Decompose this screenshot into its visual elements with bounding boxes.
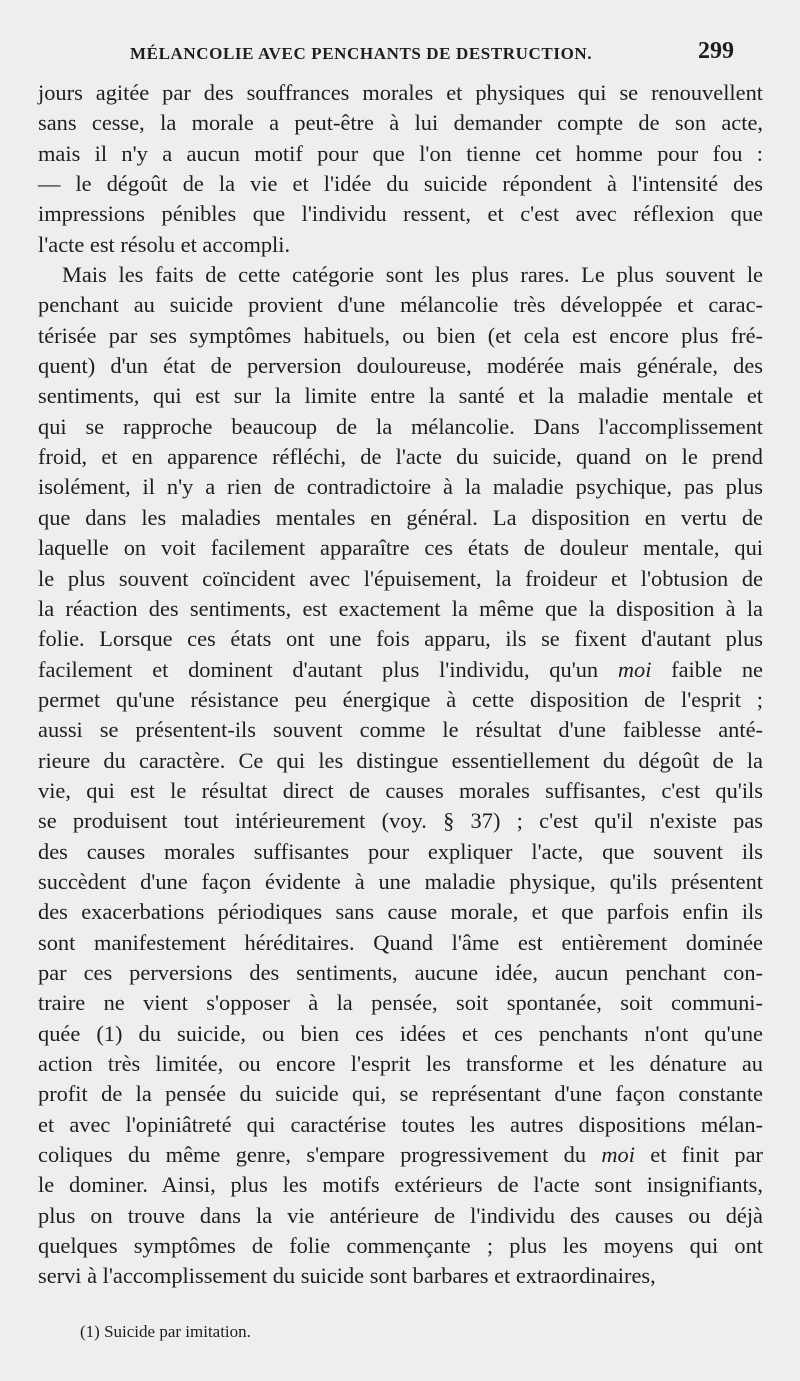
text-line: quelques symptômes de folie commençante ; plus les moyens qui ont [38,1233,763,1259]
page-number: 299 [698,38,734,64]
text-line: des exacerbations périodiques sans cause morale, et que parfois enfin ils [38,899,763,925]
footnote: (1) Suicide par imitation. [80,1322,251,1341]
text-line: l'acte est résolu et accompli. [38,231,291,257]
text-line: la réaction des sentiments, est exactement la même que la disposition à la [38,595,763,621]
text-line: rieure du caractère. Ce qui les distingue essentiellement du dégoût de la [38,747,763,773]
text-line: térisée par ses symptômes habituels, ou bien (et cela est encore plus fré- [38,322,763,348]
text-line: traire ne vient s'opposer à la pensée, soit spontanée, soit communi- [38,990,763,1016]
text-line: sans cesse, la morale a peut-être à lui demander compte de son acte, [38,110,763,136]
text-line: vie, qui est le résultat direct de causes morales suffisantes, c'est qu'ils [38,777,763,803]
running-title: MÉLANCOLIE AVEC PENCHANTS DE DESTRUCTION. [130,44,593,63]
text-line: folie. Lorsque ces états ont une fois apparu, ils se fixent d'autant plus [38,626,763,652]
text-line: isolément, il n'y a rien de contradictoire à la maladie psychique, pas plus [38,474,763,500]
text-line: — le dégoût de la vie et l'idée du suicide répondent à l'intensité des [38,171,763,197]
text-line: quée (1) du suicide, ou bien ces idées et ces penchants n'ont qu'une [38,1020,763,1046]
text-line: profit de la pensée du suicide qui, se représentant d'une façon constante [38,1081,763,1107]
paragraph [38,78,763,260]
text-line: par ces perversions des sentiments, aucune idée, aucun penchant con- [38,959,763,985]
text-line: des causes morales suffisantes pour expliquer l'acte, que souvent ils [38,838,763,864]
text-line: que dans les maladies mentales en général. La disposition en vertu de [38,504,763,530]
text-line: quent) d'un état de perversion douloureuse, modérée mais générale, des [38,353,763,379]
text-line: froid, et en apparence réfléchi, de l'acte du suicide, quand on le prend [38,444,763,470]
page-header [130,38,740,70]
text-line: sont manifestement héréditaires. Quand l'âme est entièrement dominée [38,929,763,955]
text-line: plus on trouve dans la vie antérieure de l'individu des causes ou déjà [38,1202,763,1228]
text-line: sentiments, qui est sur la limite entre la santé et la maladie mentale et [38,383,763,409]
text-line: le plus souvent coïncident avec l'épuisement, la froideur et l'obtusion de [38,565,763,591]
text-line: succèdent d'une façon évidente à une maladie physique, qu'ils présentent [38,868,763,894]
text-line: servi à l'accomplissement du suicide sont barbares et extraordinaires, [38,1263,656,1289]
text-line: aussi se présentent-ils souvent comme le résultat d'une faiblesse anté- [38,717,763,743]
paragraph [38,260,763,1292]
text-line: jours agitée par des souffrances morales et physiques qui se renouvellent [38,80,763,105]
text-line: penchant au suicide provient d'une mélancolie très développée et carac- [38,292,763,318]
text-line: permet qu'une résistance peu énergique à cette disposition de l'esprit ; [38,686,763,712]
text-line: et avec l'opiniâtreté qui caractérise toutes les autres dispositions mélan- [38,1111,763,1137]
text-line: coliques du même genre, s'empare progressivement du moi et finit par [38,1142,764,1168]
text-line: le dominer. Ainsi, plus les motifs extérieurs de l'acte sont insignifiants, [38,1172,763,1198]
text-line: action très limitée, ou encore l'esprit les transforme et les dénature au [38,1051,763,1076]
text-line: se produisent tout intérieurement (voy. § 37) ; c'est qu'il n'existe pas [38,808,763,834]
body-text [38,78,763,1292]
text-line: mais il n'y a aucun motif pour que l'on tienne cet homme pour fou : [38,140,763,166]
text-line: laquelle on voit facilement apparaître ces états de douleur mentale, qui [38,535,763,561]
text-line: Mais les faits de cette catégorie sont les plus rares. Le plus souvent le [62,262,763,288]
text-line: facilement et dominent d'autant plus l'individu, qu'un moi faible ne [38,656,763,682]
text-line: impressions pénibles que l'individu ressent, et c'est avec réflexion que [38,201,763,227]
text-line: qui se rapproche beaucoup de la mélancolie. Dans l'accomplissement [38,413,763,439]
